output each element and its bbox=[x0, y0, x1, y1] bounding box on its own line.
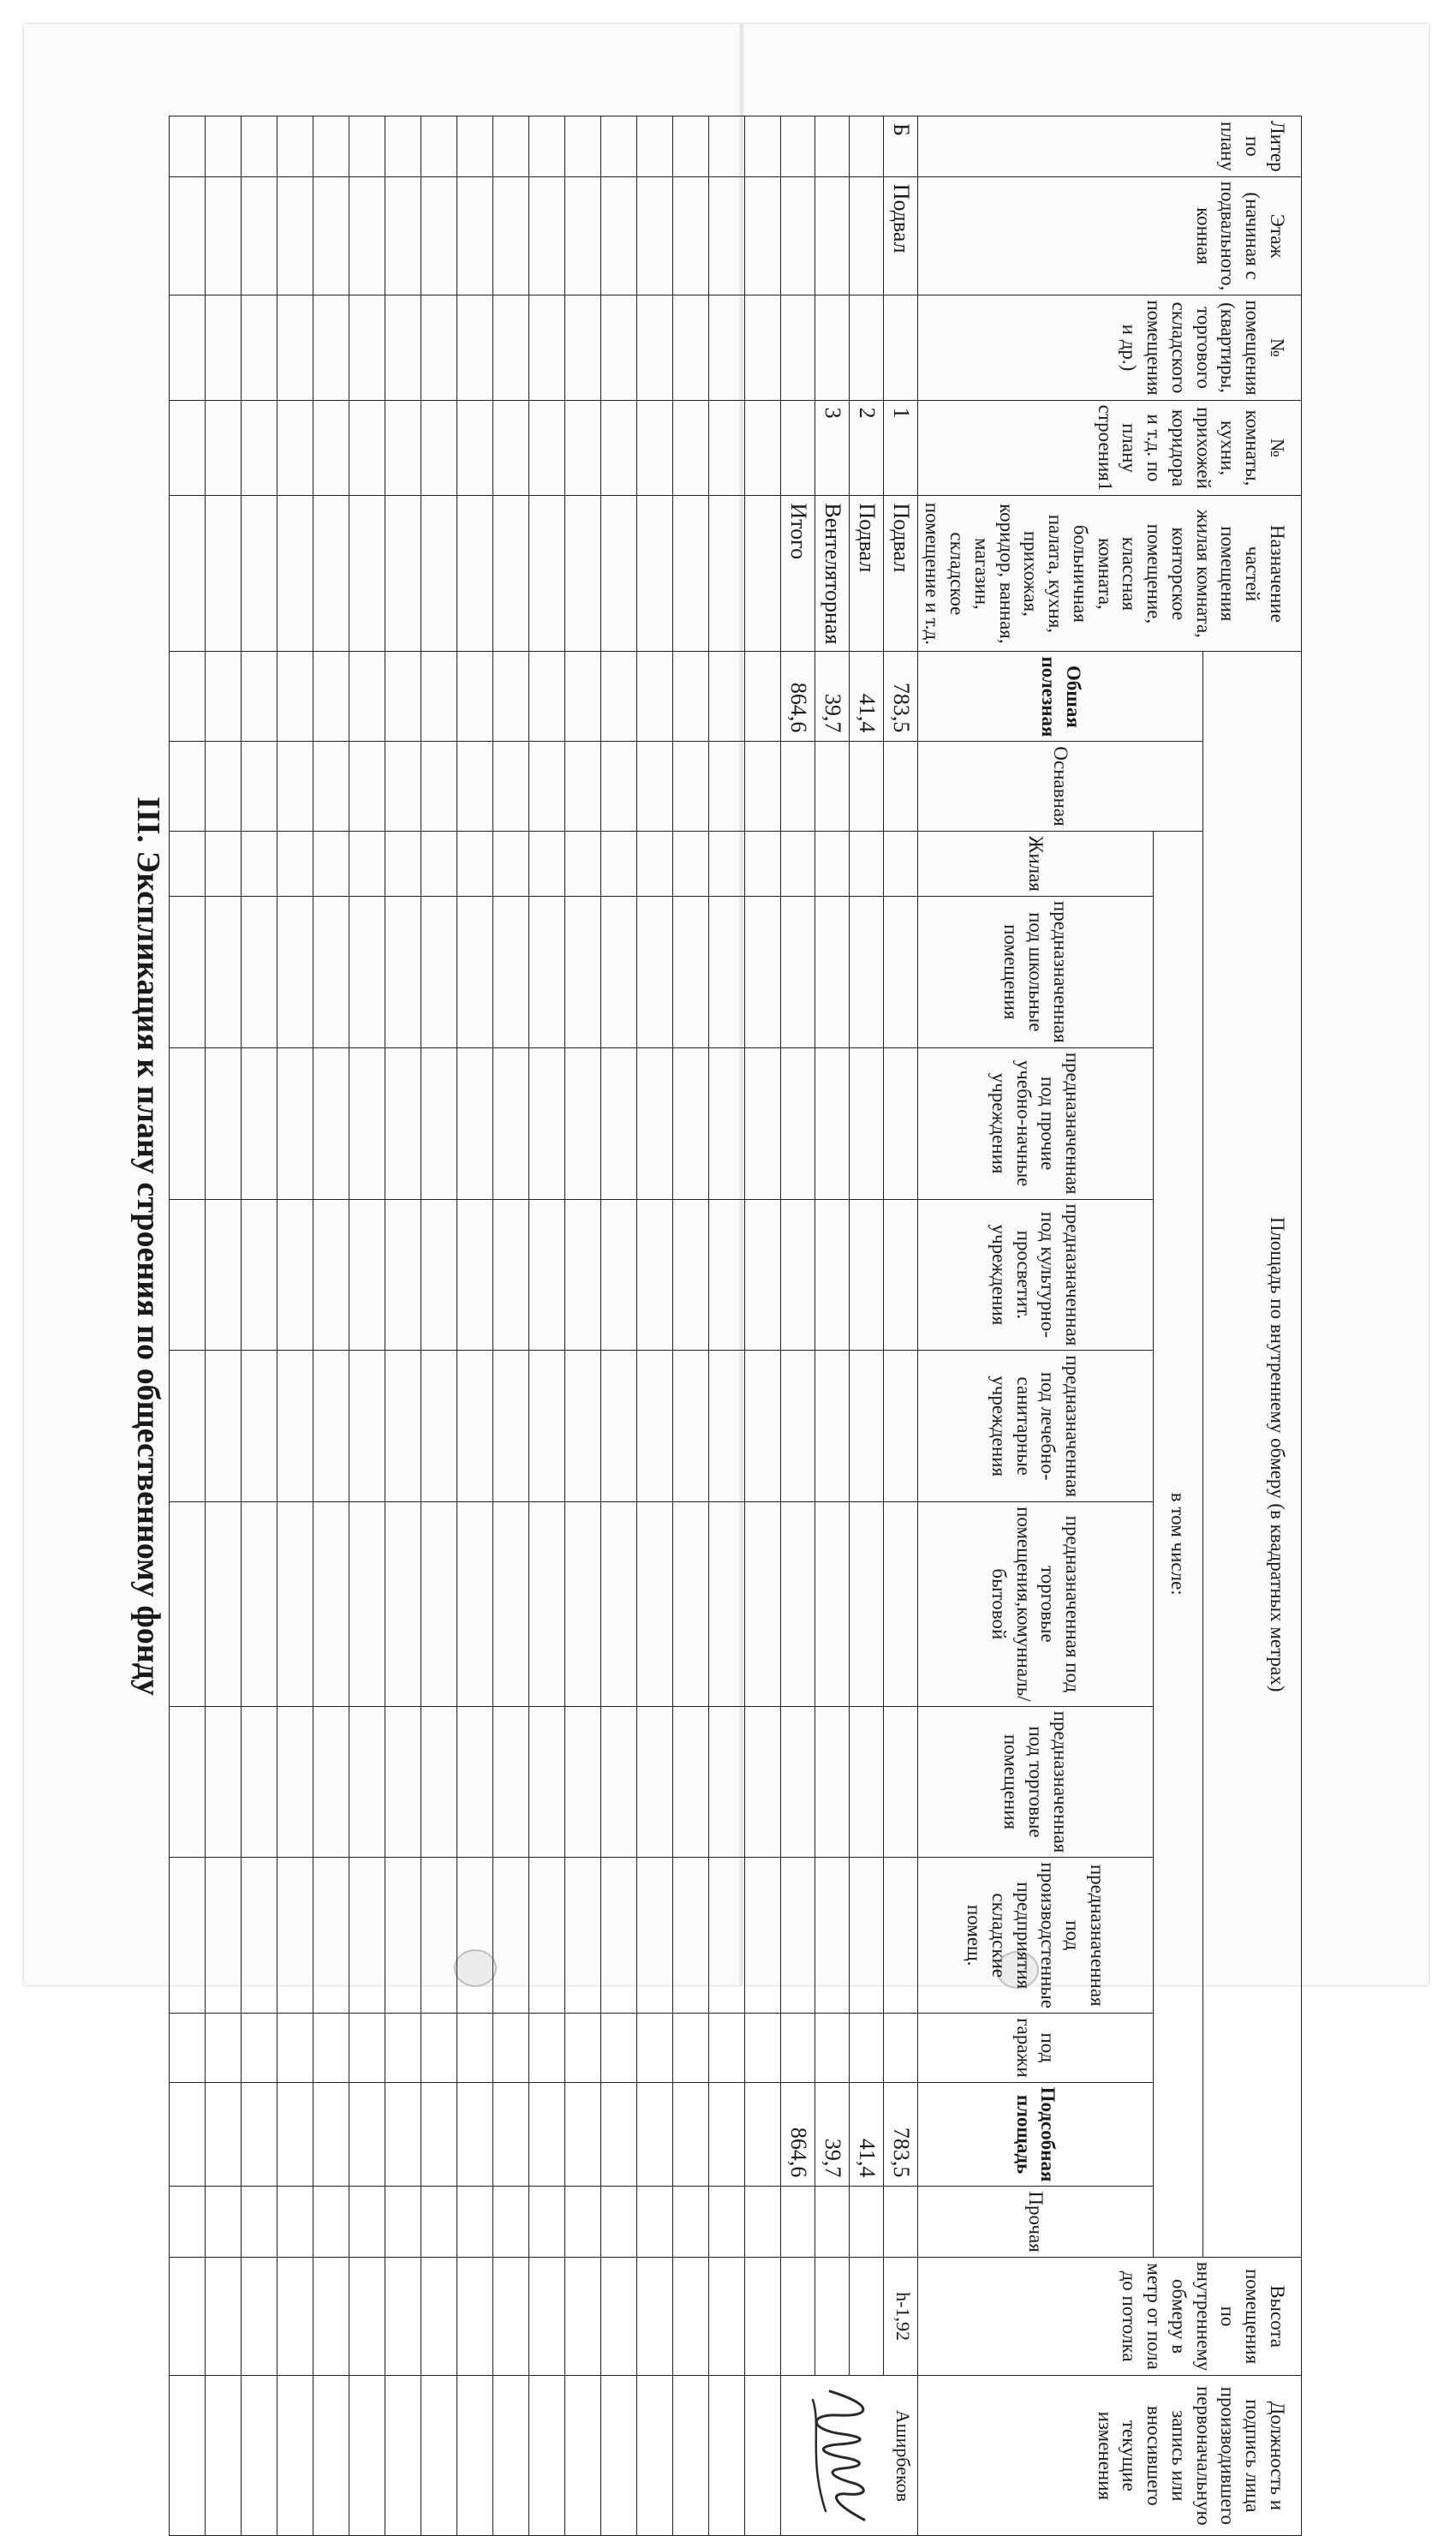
cell-liter: Б bbox=[883, 116, 917, 177]
empty-table-row bbox=[600, 116, 636, 2536]
header-height: Высота помещения по внутреннему обмеру в метр от пола до потолка bbox=[917, 2257, 1301, 2376]
header-industrial: предназначенная под производстенные предприятия складские помещ. bbox=[917, 1858, 1153, 2014]
header-row-1 bbox=[1203, 116, 1302, 2536]
header-auxiliary: Подсобная площадь bbox=[917, 2082, 1153, 2187]
header-area-group: Площадь по внутреннему обмеру (в квадратных метрах) bbox=[1203, 652, 1302, 2257]
cell-purpose: Подвал bbox=[849, 496, 883, 652]
header-trade: предназначенная под торговые помещения bbox=[917, 1706, 1153, 1858]
cell-height bbox=[849, 2257, 883, 2376]
cell-room: 3 bbox=[815, 400, 849, 496]
header-medical: предназначенная под лечебно-санитарные учреждения bbox=[917, 1351, 1153, 1502]
empty-table-row bbox=[636, 116, 672, 2536]
header-school: предназначенная под школьные помещения bbox=[917, 896, 1153, 1047]
empty-table-row bbox=[672, 116, 708, 2536]
header-garage: под гаражи bbox=[917, 2014, 1153, 2083]
cell-room: 2 bbox=[849, 400, 883, 496]
empty-table-row bbox=[385, 116, 421, 2536]
table-row bbox=[780, 116, 815, 2536]
explication-table bbox=[169, 116, 1302, 2536]
empty-table-row bbox=[313, 116, 349, 2536]
cell-room bbox=[780, 400, 815, 496]
cell-auxiliary: 864,6 bbox=[780, 2082, 815, 2187]
cell-height: h-1,92 bbox=[883, 2257, 917, 2376]
empty-table-row bbox=[528, 116, 564, 2536]
cell-liter bbox=[849, 116, 883, 177]
cell-height bbox=[780, 2257, 815, 2376]
cell-premise bbox=[849, 295, 883, 400]
empty-table-row bbox=[169, 116, 205, 2536]
header-purpose: Назначение частей помещения жилая комната, конторское помещение, классная комната, больничная палата, кухня, прихожая, коридор, ванная, магазин, складское помещение и т.д. bbox=[917, 496, 1301, 652]
cell-total: 864,6 bbox=[780, 652, 815, 742]
empty-table-row bbox=[205, 116, 241, 2536]
rotated-document bbox=[69, 47, 1362, 2526]
header-including: в том числе: bbox=[1153, 831, 1202, 2257]
header-signer: Должность и подпись лица производившего первоначальную запись или вносившего текущие изменения bbox=[917, 2376, 1301, 2536]
cell-liter bbox=[780, 116, 815, 177]
cell-purpose: Итого bbox=[780, 496, 815, 652]
signature-icon bbox=[796, 2383, 890, 2528]
empty-table-row bbox=[492, 116, 528, 2536]
cell-floor bbox=[815, 176, 849, 295]
header-total-useful: Обшая полезная bbox=[917, 652, 1202, 742]
cell-signer bbox=[780, 2376, 917, 2536]
header-living: Жилая bbox=[917, 831, 1153, 896]
empty-table-row bbox=[349, 116, 385, 2536]
header-room-number: № комнаты, кухни, прихожей коридора и т.д. по плану строения1 bbox=[917, 400, 1301, 496]
header-liter: Литер по плану bbox=[917, 116, 1301, 177]
cell-floor bbox=[849, 176, 883, 295]
header-other: Прочая bbox=[917, 2187, 1153, 2257]
cell-premise bbox=[815, 295, 849, 400]
header-main: Оснавная bbox=[917, 742, 1202, 831]
header-trade-communal: предназначенная под торговые помещения,комунналь/бытовой bbox=[917, 1502, 1153, 1707]
table-row bbox=[815, 116, 849, 2536]
cell-auxiliary: 39,7 bbox=[815, 2082, 849, 2187]
cell-room: 1 bbox=[883, 400, 917, 496]
cell-auxiliary: 783,5 bbox=[883, 2082, 917, 2187]
header-edu: предназначенная под прочие учебно-начные учреждения bbox=[917, 1047, 1153, 1199]
header-floor: Этаж (начиная с подвального, конная bbox=[917, 176, 1301, 295]
cell-premise bbox=[883, 295, 917, 400]
empty-table-row bbox=[744, 116, 780, 2536]
cell-purpose: Вентеляторная bbox=[815, 496, 849, 652]
empty-table-row bbox=[241, 116, 277, 2536]
empty-table-row bbox=[708, 116, 744, 2536]
table-row bbox=[849, 116, 883, 2536]
cell-total: 41,4 bbox=[849, 652, 883, 742]
empty-table-row bbox=[564, 116, 600, 2536]
table-row bbox=[883, 116, 917, 2536]
document-title: III. Экспликация к плану строения по общественному фонду bbox=[130, 797, 166, 1696]
cell-premise bbox=[780, 295, 815, 400]
cell-total: 783,5 bbox=[883, 652, 917, 742]
cell-floor: Подвал bbox=[883, 176, 917, 295]
cell-height bbox=[815, 2257, 849, 2376]
header-culture: предназначенная под культурно-просветит. учреждения bbox=[917, 1199, 1153, 1351]
cell-liter bbox=[815, 116, 849, 177]
signer-name: Аширбеков bbox=[892, 2409, 914, 2502]
cell-floor bbox=[780, 176, 815, 295]
cell-purpose: Подвал bbox=[883, 496, 917, 652]
header-premise-number: № помещения (квартиры, торгового складского помещения и др.) bbox=[917, 295, 1301, 400]
empty-table-row bbox=[421, 116, 456, 2536]
cell-total: 39,7 bbox=[815, 652, 849, 742]
empty-table-row bbox=[456, 116, 492, 2536]
cell-auxiliary: 41,4 bbox=[849, 2082, 883, 2187]
empty-table-row bbox=[277, 116, 313, 2536]
